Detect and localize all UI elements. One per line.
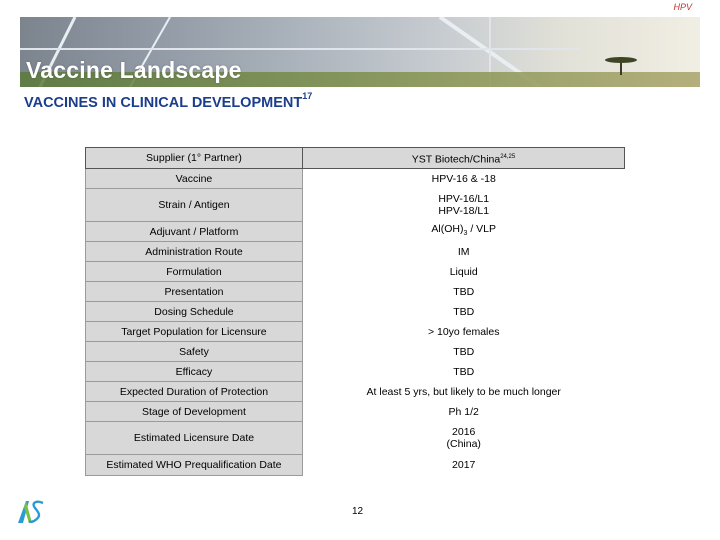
licensure-year: 2016 (452, 426, 476, 438)
as-logo-icon (16, 497, 46, 525)
adjuvant-platform: / VLP (467, 222, 497, 235)
row-value: IM (302, 242, 624, 262)
table-row (86, 242, 625, 262)
vaccine-table (85, 147, 625, 476)
row-value (302, 222, 624, 242)
row-label: Strain / Antigen (86, 189, 303, 222)
row-label: Estimated WHO Prequalification Date (86, 455, 303, 476)
section-subtitle (24, 93, 312, 111)
row-label: Presentation (86, 282, 303, 302)
row-value (302, 422, 624, 455)
row-label: Formulation (86, 262, 303, 282)
row-label: Expected Duration of Protection (86, 382, 303, 402)
table-row (86, 169, 625, 189)
row-value: At least 5 yrs, but likely to be much longer (302, 382, 624, 402)
row-label: Efficacy (86, 362, 303, 382)
supplier-reference: 24,25 (500, 153, 516, 160)
table-row (86, 189, 625, 222)
table-row (86, 148, 625, 169)
row-label: Supplier (1° Partner) (86, 148, 303, 169)
row-label: Administration Route (86, 242, 303, 262)
antigen-line-2: HPV-18/L1 (438, 205, 490, 217)
row-value: TBD (302, 282, 624, 302)
row-label: Dosing Schedule (86, 302, 303, 322)
row-label: Target Population for Licensure (86, 322, 303, 342)
table-row (86, 262, 625, 282)
table-row (86, 222, 625, 242)
row-label: Vaccine (86, 169, 303, 189)
table-row (86, 382, 625, 402)
page-number: 12 (352, 506, 364, 517)
table-row (86, 322, 625, 342)
table-row (86, 342, 625, 362)
corner-label: HPV (673, 2, 692, 12)
table-row (86, 282, 625, 302)
table-row (86, 362, 625, 382)
row-label: Safety (86, 342, 303, 362)
row-label: Stage of Development (86, 402, 303, 422)
row-label: Estimated Licensure Date (86, 422, 303, 455)
table-row (86, 422, 625, 455)
header-banner (20, 17, 700, 87)
row-value: Liquid (302, 262, 624, 282)
subtitle-reference: 17 (302, 91, 313, 101)
antigen-line-1: HPV-16/L1 (438, 193, 490, 205)
row-value: TBD (302, 302, 624, 322)
row-label: Adjuvant / Platform (86, 222, 303, 242)
table-row (86, 302, 625, 322)
row-value (302, 148, 624, 169)
row-value (302, 189, 624, 222)
row-value: Ph 1/2 (302, 402, 624, 422)
adjuvant-subscript: 3 (463, 230, 468, 238)
table-row (86, 455, 625, 476)
page-title: Vaccine Landscape (26, 57, 242, 83)
licensure-country: (China) (446, 438, 481, 450)
row-value: > 10yo females (302, 322, 624, 342)
row-value: TBD (302, 342, 624, 362)
row-value: TBD (302, 362, 624, 382)
table-row (86, 402, 625, 422)
supplier-value: YST Biotech/China (411, 153, 501, 166)
row-value: 2017 (302, 455, 624, 476)
row-value: HPV-16 & -18 (302, 169, 624, 189)
subtitle-text: VACCINES IN CLINICAL DEVELOPMENT (24, 94, 303, 111)
adjuvant-value: Al(OH) (431, 222, 464, 235)
